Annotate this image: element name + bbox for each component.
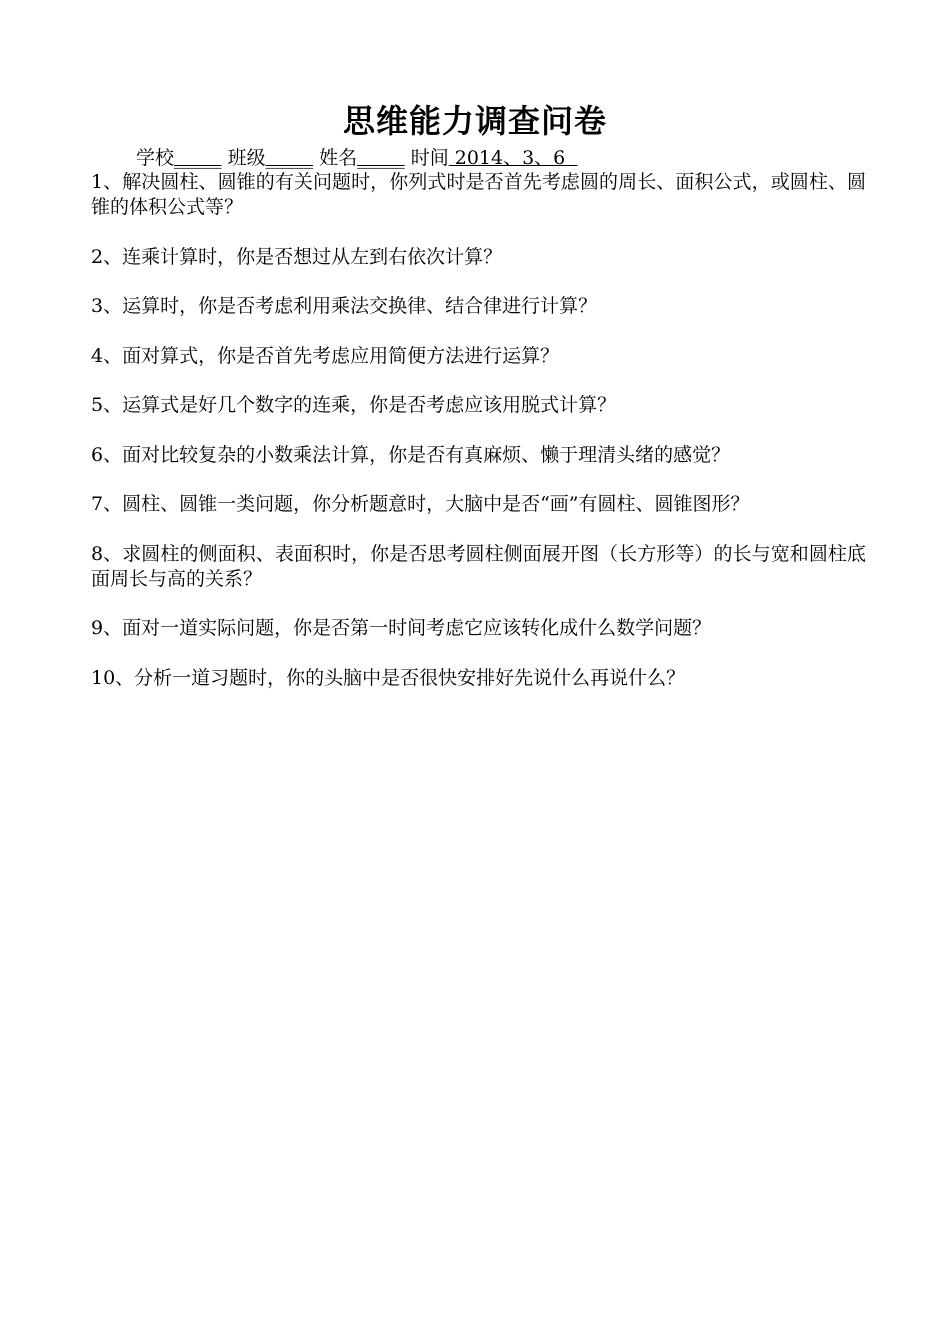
question-item-6: 6、面对比较复杂的小数乘法计算，你是否有真麻烦、懒于理清头绪的感觉？ [91,443,731,466]
question-item-2: 2、连乘计算时，你是否想过从左到右依次计算？ [91,245,503,268]
time-label: 时间 [410,147,449,169]
class-label: 班级 [227,147,266,169]
name-label: 姓名 [319,147,358,169]
question-item-5: 5、运算式是好几个数字的连乘，你是否考虑应该用脱式计算？ [91,394,617,416]
class-blank: _____ [265,147,314,169]
question-list [91,170,866,715]
question-item-3: 3、运算时，你是否考虑利用乘法交换律、结合律进行计算？ [91,295,598,317]
page-title: 思维能力调查问卷 [342,102,607,140]
name-blank: _____ [357,147,405,169]
question-item-10: 10、分析一道习题时，你的头脑中是否很快安排好先说什么再说什么？ [91,666,686,689]
school-label: 学校 [136,147,175,169]
question-item-1: 1、解决圆柱、圆锥的有关问题时，你列式时是否首先考虑圆的周长、面积公式，或圆柱、圆锥的体积公式等？ [91,171,866,218]
question-item-9: 9、面对一道实际问题，你是否第一时间考虑它应该转化成什么数学问题？ [91,617,712,639]
question-item-4: 4、面对算式，你是否首先考虑应用简便方法进行运算？ [91,344,560,367]
question-item-7: 7、圆柱、圆锥一类问题，你分析题意时，大脑中是否“画”有圆柱、圆锥图形？ [91,493,750,515]
respondent-info-line [136,146,577,170]
time-value: 2014、3、6 [448,147,578,169]
school-blank: _____ [174,147,222,169]
question-item-8: 8、求圆柱的侧面积、表面积时，你是否思考圆柱侧面展开图（长方形等）的长与宽和圆柱底面周长与高的关系？ [91,542,866,590]
